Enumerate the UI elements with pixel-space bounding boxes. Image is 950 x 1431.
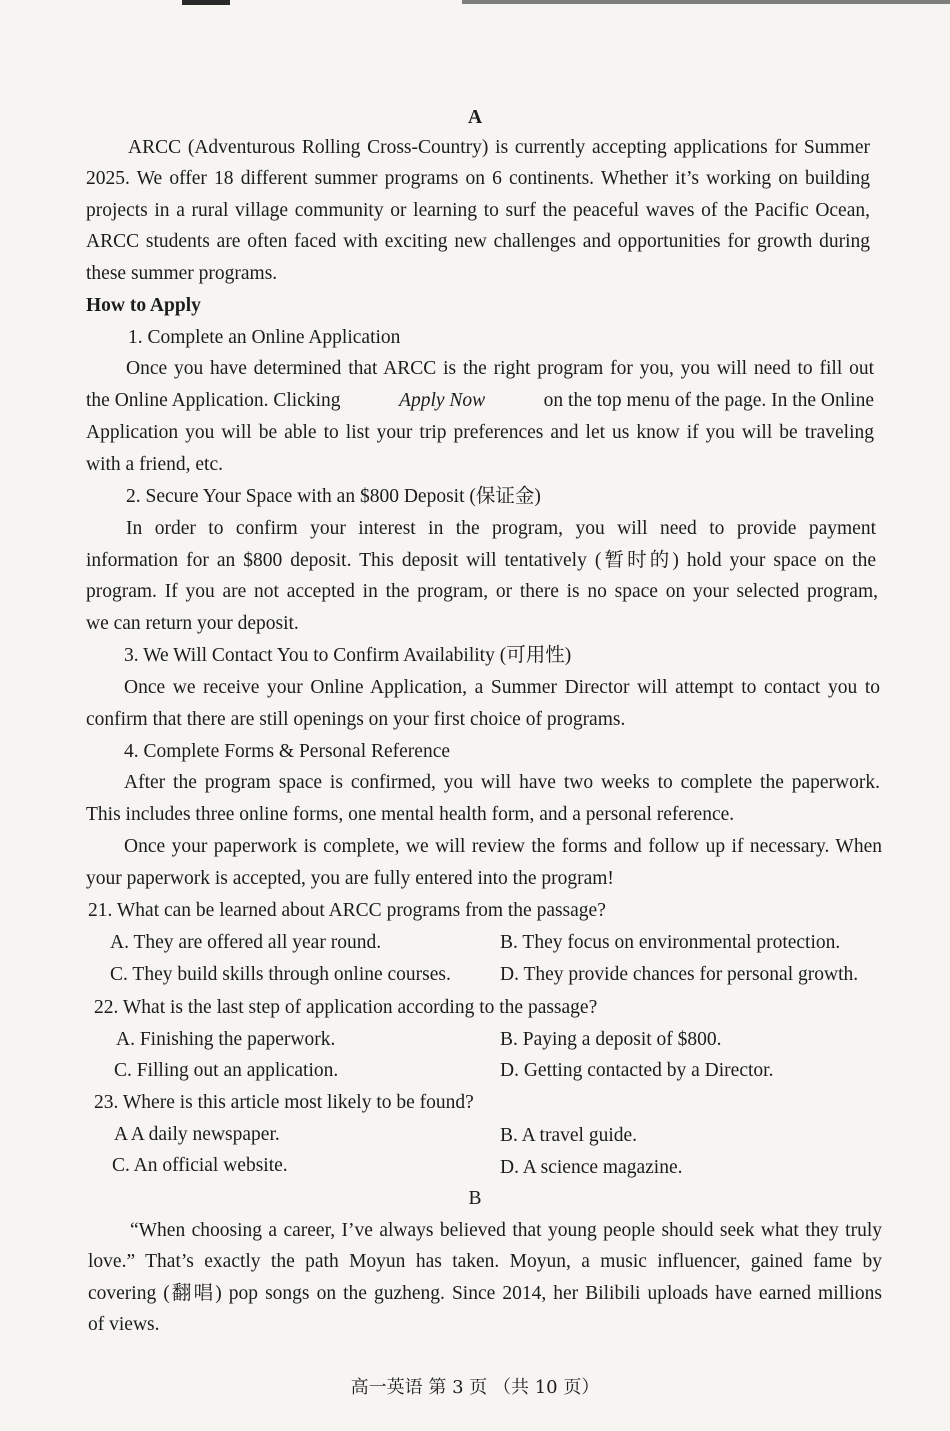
question-21-option-c[interactable]: C. They build skills through online courses. [110, 964, 451, 985]
section-b-line-4: of views. [88, 1314, 160, 1335]
step-1-line-2 [86, 389, 874, 413]
question-22-stem: 22. What is the last step of application according to the passage? [94, 997, 598, 1018]
question-22-option-c[interactable]: C. Filling out an application. [114, 1060, 339, 1081]
page-footer: 高一英语 第 3 页 （共 10 页） [350, 1377, 600, 1398]
step-4-line-3: Once your paperwork is complete, we will review the forms and follow up if necessary. When [124, 836, 882, 857]
section-a-heading: A [467, 107, 483, 128]
step-1-line-3: Application you will be able to list your trip preferences and let us know if you will be traveling [86, 422, 874, 443]
intro-line-2: 2025. We offer 18 different summer programs on 6 continents. Whether it’s working on building [86, 168, 870, 189]
question-21-option-b[interactable]: B. They focus on environmental protection. [500, 932, 841, 953]
question-22-option-d[interactable]: D. Getting contacted by a Director. [500, 1060, 774, 1081]
question-23-option-a[interactable]: A A daily newspaper. [114, 1124, 280, 1145]
intro-line-3: projects in a rural village community or learning to surf the peaceful waves of the Pacific Ocean, [86, 200, 870, 221]
section-b-line-2: love.” That’s exactly the path Moyun has taken. Moyun, a music influencer, gained fame by [88, 1251, 882, 1272]
step-4-line-1: After the program space is confirmed, you will have two weeks to complete the paperwork. [124, 772, 880, 793]
question-23-option-d[interactable]: D. A science magazine. [500, 1157, 683, 1178]
question-22-option-b[interactable]: B. Paying a deposit of $800. [500, 1029, 722, 1050]
step-2-title: 2. Secure Your Space with an $800 Deposit (保证金) [126, 486, 541, 507]
question-23-option-c[interactable]: C. An official website. [112, 1155, 288, 1176]
apply-now-text: Apply Now [399, 390, 486, 411]
question-21-option-a[interactable]: A. They are offered all year round. [110, 932, 382, 953]
step-4-line-2: This includes three online forms, one mental health form, and a personal reference. [86, 804, 735, 825]
question-23-stem: 23. Where is this article most likely to be found? [94, 1092, 474, 1113]
question-22-option-a[interactable]: A. Finishing the paperwork. [116, 1029, 336, 1050]
step-3-title: 3. We Will Contact You to Confirm Availability (可用性) [124, 645, 572, 666]
step-2-line-4: we can return your deposit. [86, 613, 299, 634]
step-1-line-2-text-b: on the top menu of the page. In the Online [543, 390, 874, 411]
question-21-option-d[interactable]: D. They provide chances for personal growth. [500, 964, 859, 985]
question-21-stem: 21. What can be learned about ARCC programs from the passage? [88, 900, 606, 921]
step-2-line-2: information for an $800 deposit. This deposit will tentatively (暂时的) hold your space on the [86, 550, 876, 571]
step-1-line-1: Once you have determined that ARCC is the right program for you, you will need to fill out [126, 358, 874, 379]
how-to-apply-heading: How to Apply [86, 295, 201, 316]
section-b-line-3: covering (翻唱) pop songs on the guzheng. Since 2014, her Bilibili uploads have earned millions [88, 1283, 882, 1304]
step-3-line-1: Once we receive your Online Application, a Summer Director will attempt to contact you to [124, 677, 880, 698]
step-1-title: 1. Complete an Online Application [128, 327, 401, 348]
question-23-option-b[interactable]: B. A travel guide. [500, 1125, 638, 1146]
step-4-line-4: your paperwork is accepted, you are fully entered into the program! [86, 868, 614, 889]
step-3-line-2: confirm that there are still openings on your first choice of programs. [86, 709, 626, 730]
step-2-line-3: program. If you are not accepted in the program, or there is no space on your selected program, [86, 581, 878, 602]
step-2-line-1: In order to confirm your interest in the program, you will need to provide payment [126, 518, 876, 539]
step-1-line-2-text-a: the Online Application. Clicking [86, 390, 341, 411]
step-4-title: 4. Complete Forms & Personal Reference [124, 741, 451, 762]
intro-line-5: these summer programs. [86, 263, 278, 284]
section-b-line-1: “When choosing a career, I’ve always believed that young people should seek what they truly [130, 1220, 882, 1241]
section-b-heading: B [468, 1188, 482, 1209]
intro-line-4: ARCC students are often faced with exciting new challenges and opportunities for growth during [86, 231, 870, 252]
step-1-line-4: with a friend, etc. [86, 454, 223, 475]
intro-line-1: ARCC (Adventurous Rolling Cross-Country) is currently accepting applications for Summer [128, 137, 870, 158]
